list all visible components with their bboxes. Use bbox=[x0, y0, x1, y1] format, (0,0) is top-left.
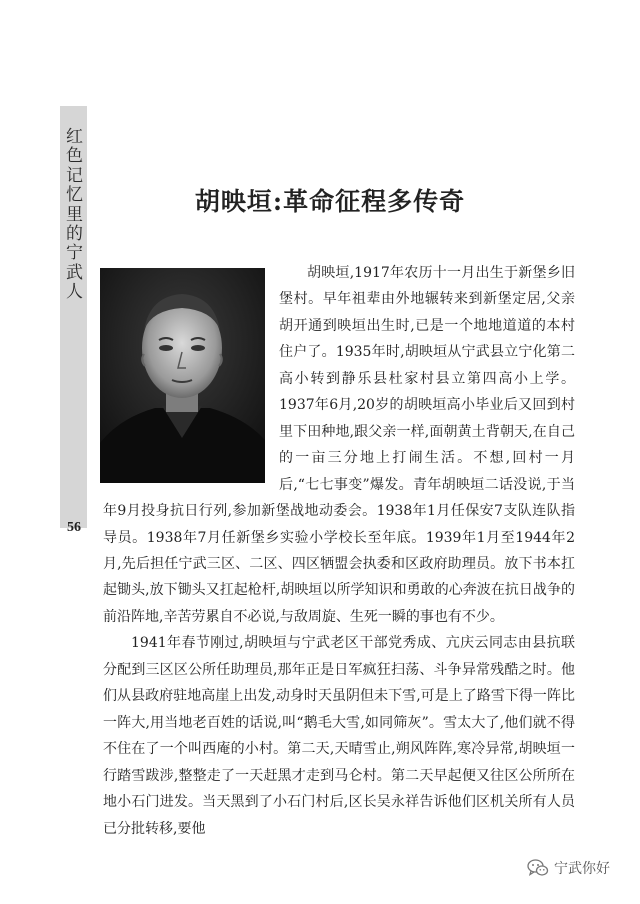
watermark-text: 宁武你好 bbox=[554, 861, 610, 877]
article-title: 胡映垣:革命征程多传奇 bbox=[194, 187, 466, 216]
wechat-watermark bbox=[527, 856, 610, 880]
series-title: 红色记忆里的宁武人 bbox=[66, 127, 83, 303]
paragraph-2: 1941年春节刚过,胡映垣与宁武老区干部党秀成、亢庆云同志由县抗联分配到三区区公所任助理员,那年正是日军疯狂扫荡、斗争异常残酷之时。他们从县政府驻地高崖上出发,动身时天虽阴但未下雪,可是上了路雪下得一阵比一阵大,用当地老百姓的话说,叫“鹅毛大雪,如同筛灰”。雪太大了,他们就不得不住在了一个叫西庵的小村。第二天,天晴雪止,朔风阵阵,寒冷异常,胡映垣一行踏雪跋涉,整整走了一天赶黑才走到马仑村。第二天早起便又往区公所所在地小石门进发。当天黑到了小石门村后,区长吴永祥告诉他们区机关所有人员已分批转移,要他 bbox=[103, 635, 575, 837]
paragraph-1: 胡映垣,1917年农历十一月出生于新堡乡旧堡村。早年祖辈由外地辗转来到新堡定居,父亲胡开通到映垣出生时,已是一个地地道道的本村住户了。1935年时,胡映垣从宁武县立宁化第二高小转到静乐县杜家村县立第四高小上学。1937年6月,20岁的胡映垣高小毕业后又回到村里下田种地,跟父亲一样,面朝黄土背朝天,在自己的一亩三分地上打闹生活。不想,回村一月后,“七七事变”爆发。青年胡映垣二话没说,于当年9月投身抗日行列,参加新堡战地动委会。1938年1月任保安7支队连队指导员。1938年7月任新堡乡实验小学校长至年底。1939年1月至1944年2月,先后担任宁武三区、二区、四区牺盟会执委和区政府助理员。放下书本扛起锄头,放下锄头又扛起枪杆,胡映垣以所学知识和勇敢的心奔波在抗日战争的前沿阵地,辛苦劳累自不必说,与敌周旋、生死一瞬的事也有不少。 bbox=[103, 265, 575, 625]
wechat-icon bbox=[527, 859, 549, 877]
page-number: 56 bbox=[67, 520, 81, 535]
article-body bbox=[103, 260, 575, 842]
